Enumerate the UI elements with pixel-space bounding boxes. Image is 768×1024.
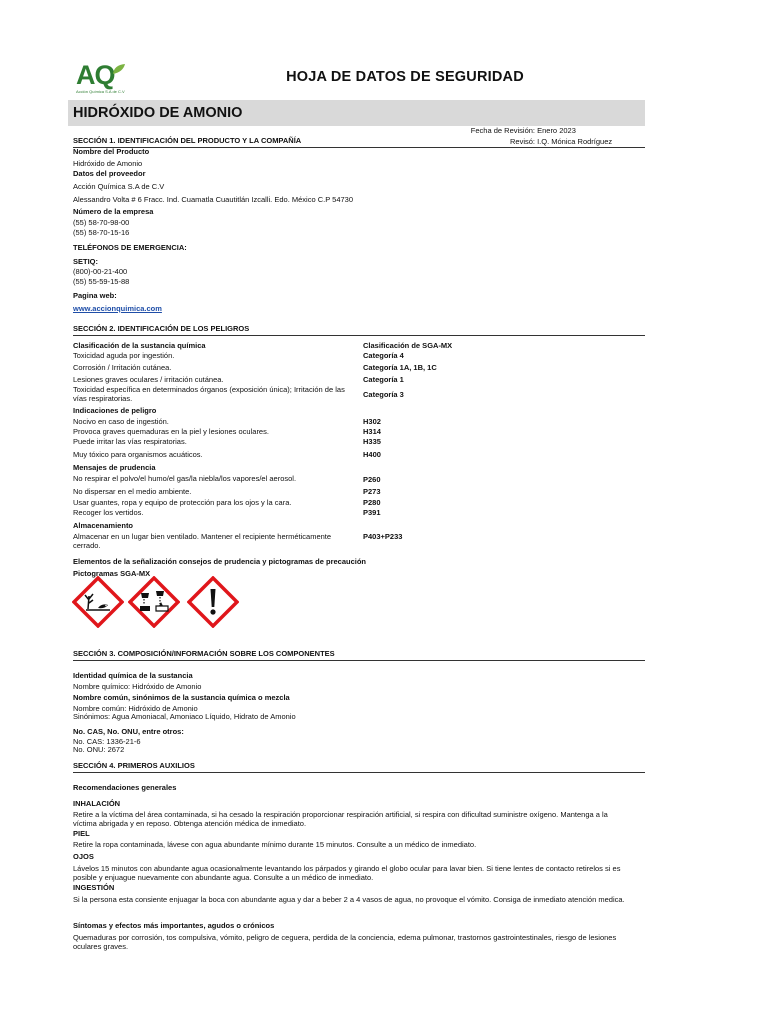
- hazard-code: H314: [363, 427, 381, 436]
- supplier-name: Acción Química S.A de C.V: [73, 182, 165, 191]
- general-recommendations-label: Recomendaciones generales: [73, 783, 177, 792]
- logo-subtitle: Acción Química S.A de C.V: [76, 89, 125, 94]
- symptoms-text: Quemaduras por corrosión, tos compulsiva, vómito, peligro de ceguera, perdida de la conciencia, edema pulmonar, trastornos gastrointestinales, riesgo de lesiones oculares graves.: [73, 933, 617, 951]
- product-label: Nombre del Producto: [73, 147, 150, 156]
- cas-onu-label: No. CAS, No. ONU, entre otros:: [73, 727, 184, 736]
- synonyms-value: Sinónimos: Agua Amoniacal, Amoniaco Líquido, Hidrato de Amonio: [73, 712, 296, 721]
- setiq-phone-1: (800)-00-21-400: [73, 267, 128, 276]
- document-title: HOJA DE DATOS DE SEGURIDAD: [286, 69, 524, 85]
- storage-label: Almacenamiento: [73, 521, 134, 530]
- pictograms-label: Pictogramas SGA-MX: [73, 569, 151, 578]
- classification-value: Categoría 4: [363, 351, 404, 360]
- signaling-elements-label: Elementos de la señalización consejos de prudencia y pictogramas de precaución: [73, 557, 367, 566]
- ingestion-label: INGESTIÓN: [73, 883, 115, 892]
- precaution-statement: Usar guantes, ropa y equipo de protección para los ojos y la cara.: [73, 498, 292, 507]
- eyes-label: OJOS: [73, 852, 94, 861]
- product-value: Hidróxido de Amonio: [73, 159, 143, 168]
- classification-label: Corrosión / Irritación cutánea.: [73, 363, 172, 372]
- hazard-statement: Nocivo en caso de ingestión.: [73, 417, 169, 426]
- product-name: HIDRÓXIDO DE AMONIO: [73, 105, 243, 121]
- skin-text: Retire la ropa contaminada, lávese con agua abundante mínimo durante 15 minutos. Consulte a un médico de inmediato.: [73, 840, 477, 849]
- hazard-code: H400: [363, 450, 381, 459]
- onu-number: No. ONU: 2672: [73, 745, 125, 754]
- corrosion-icon: [128, 576, 180, 628]
- section-2-heading: SECCIÓN 2. IDENTIFICACIÓN DE LOS PELIGROS: [73, 324, 645, 336]
- chemical-name: Nombre químico: Hidróxido de Amonio: [73, 682, 202, 691]
- logo-text: AQ: [76, 60, 115, 90]
- precaution-code: P280: [363, 498, 381, 507]
- section-1-heading: SECCIÓN 1. IDENTIFICACIÓN DEL PRODUCTO Y LA COMPAÑÍA: [73, 136, 645, 148]
- emergency-label: TELÉFONOS DE EMERGENCIA:: [73, 243, 187, 252]
- setiq-phone-2: (55) 55-59-15-88: [73, 277, 130, 286]
- inhalation-label: INHALACIÓN: [73, 799, 121, 808]
- leaf-icon: [112, 63, 126, 75]
- storage-code: P403+P233: [363, 532, 403, 541]
- hazard-code: H302: [363, 417, 381, 426]
- synonyms-label: Nombre común, sinónimos de la sustancia química o mezcla: [73, 693, 290, 702]
- precaution-messages-label: Mensajes de prudencia: [73, 463, 156, 472]
- section-3-heading: SECCIÓN 3. COMPOSICIÓN/INFORMACIÓN SOBRE LOS COMPONENTES: [73, 649, 645, 661]
- precaution-code: P260: [363, 475, 381, 484]
- section-4-heading: SECCIÓN 4. PRIMEROS AUXILIOS: [73, 761, 645, 773]
- precaution-code: P391: [363, 508, 381, 517]
- classification-header: Clasificación de la sustancia química: [73, 341, 206, 350]
- classification-label: Toxicidad aguda por ingestión.: [73, 351, 175, 360]
- classification-value: Categoría 1: [363, 375, 404, 384]
- supplier-address: Alessandro Volta # 6 Fracc. Ind. Cuamatla Cuautitlán Izcalli. Edo. México C.P 54730: [73, 195, 354, 204]
- phone-1: (55) 58-70-98-00: [73, 218, 130, 227]
- classification-value: Categoría 1A, 1B, 1C: [363, 363, 437, 372]
- precaution-code: P273: [363, 487, 381, 496]
- storage-text: Almacenar en un lugar bien ventilado. Mantener el recipiente herméticamente cerrado.: [73, 532, 332, 550]
- precaution-statement: No respirar el polvo/el humo/el gas/la niebla/los vapores/el aerosol.: [73, 474, 297, 483]
- web-label: Pagina web:: [73, 291, 117, 300]
- company-logo: [76, 62, 126, 100]
- revision-date-label: Fecha de Revisión:: [470, 126, 535, 135]
- precaution-statement: No dispersar en el medio ambiente.: [73, 487, 192, 496]
- hazard-statement: Muy tóxico para organismos acuáticos.: [73, 450, 203, 459]
- sga-header: Clasificación de SGA-MX: [363, 341, 453, 350]
- supplier-label: Datos del proveedor: [73, 169, 146, 178]
- ingestion-text: Si la persona esta consiente enjuagar la boca con abundante agua y dar a beber 2 a 4 vasos de agua, no provoque el vómito. Consiga de inmediato atención medica.: [73, 895, 625, 904]
- environment-hazard-icon: [72, 576, 124, 628]
- hazard-code: H335: [363, 437, 381, 446]
- hazard-statement: Puede irritar las vías respiratorias.: [73, 437, 187, 446]
- symptoms-label: Síntomas y efectos más importantes, agudos o crónicos: [73, 921, 275, 930]
- reviewed-by-value: I.Q. Mónica Rodríguez: [537, 137, 613, 146]
- hazard-indications-label: Indicaciones de peligro: [73, 406, 157, 415]
- inhalation-text: Retire a la víctima del área contaminada, si ha cesado la respiración proporcionar respiración artificial, si respira con dificultad suministre oxígeno. Mantenga a la víctima abrigada y en reposo. Obtenga atención médica de inmediato.: [73, 810, 608, 828]
- product-name-bar: [68, 100, 645, 126]
- classification-label: Toxicidad específica en determinados órganos (exposición única); Irritación de las vías respiratorias.: [73, 385, 345, 403]
- reviewed-by-label: Revisó:: [509, 137, 535, 146]
- phone-2: (55) 58-70-15-16: [73, 228, 130, 237]
- classification-value: Categoría 3: [363, 390, 404, 399]
- setiq-label: SETIQ:: [73, 257, 99, 266]
- phone-label: Número de la empresa: [73, 207, 154, 216]
- website-link[interactable]: www.accionquimica.com: [73, 304, 162, 313]
- exclamation-mark-icon: [187, 576, 239, 628]
- common-name: Nombre común: Hidróxido de Amonio: [73, 704, 198, 713]
- skin-label: PIEL: [73, 829, 90, 838]
- hazard-statement: Provoca graves quemaduras en la piel y lesiones oculares.: [73, 427, 269, 436]
- cas-number: No. CAS: 1336-21-6: [73, 737, 141, 746]
- precaution-statement: Recoger los vertidos.: [73, 508, 144, 517]
- chemical-identity-label: Identidad química de la sustancia: [73, 671, 193, 680]
- classification-label: Lesiones graves oculares / irritación cutánea.: [73, 375, 224, 384]
- revision-date-value: Enero 2023: [537, 126, 576, 135]
- eyes-text: Lávelos 15 minutos con abundante agua ocasionalmente levantando los párpados y girando el globo ocular para lavar bien. Si tiene lentes de contacto retirelos si es posible y enjuague nuevamente con abundante agua. Consulte a un médico de inmediato.: [73, 864, 621, 882]
